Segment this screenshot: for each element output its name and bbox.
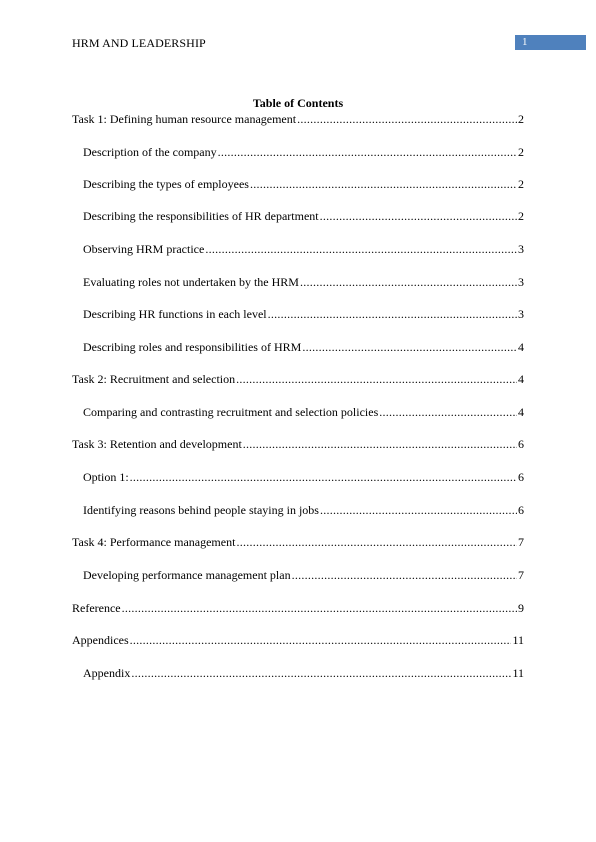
toc-entry-page: 2 (518, 177, 524, 191)
toc-leader (236, 535, 517, 549)
toc-entry-page: 4 (518, 372, 524, 386)
toc-entry[interactable] (72, 633, 524, 647)
toc-entry-label: Describing roles and responsibilities of HRM (83, 340, 302, 354)
toc-entry-label: Observing HRM practice (83, 242, 205, 256)
toc-entry[interactable] (83, 145, 524, 159)
toc-entry-label: Describing the types of employees (83, 177, 249, 191)
toc-entry[interactable] (83, 307, 524, 321)
toc-leader (292, 568, 517, 582)
toc-leader (122, 601, 517, 615)
toc-entry-page: 6 (518, 437, 524, 451)
toc-entry-label: Comparing and contrasting recruitment and selection policies (83, 405, 379, 419)
toc-entry[interactable] (72, 372, 524, 386)
toc-entry-page: 11 (512, 633, 524, 647)
toc-leader (300, 275, 517, 289)
toc-entry[interactable] (83, 666, 524, 680)
toc-entry-label: Description of the company (83, 145, 217, 159)
toc-leader (236, 372, 517, 386)
toc-entry[interactable] (83, 340, 524, 354)
toc-entry[interactable] (72, 601, 524, 615)
toc-entry-page: 9 (518, 601, 524, 615)
toc-leader (297, 112, 517, 126)
toc-entry-label: Appendix (83, 666, 131, 680)
toc-leader (302, 340, 517, 354)
toc-entry-page: 3 (518, 242, 524, 256)
toc-entry[interactable] (83, 275, 524, 289)
toc-entry-label: Describing HR functions in each level (83, 307, 267, 321)
toc-entry-label: Appendices (72, 633, 129, 647)
toc-entry-label: Describing the responsibilities of HR department (83, 209, 319, 223)
toc-leader (250, 177, 517, 191)
toc-leader (218, 145, 517, 159)
toc-entry[interactable] (83, 470, 524, 484)
toc-entry-label: Evaluating roles not undertaken by the HRM (83, 275, 299, 289)
toc-leader (320, 503, 517, 517)
toc-entry-page: 2 (518, 112, 524, 126)
toc-entry-label: Task 3: Retention and development (72, 437, 242, 451)
toc-entry[interactable] (83, 242, 524, 256)
toc-leader (243, 437, 517, 451)
toc-entry-page: 11 (512, 666, 524, 680)
toc-entry[interactable] (83, 177, 524, 191)
toc-entry-page: 7 (518, 535, 524, 549)
toc-entry[interactable] (83, 503, 524, 517)
toc-entry-label: Task 2: Recruitment and selection (72, 372, 236, 386)
toc-entry-page: 7 (518, 568, 524, 582)
toc-entry[interactable] (83, 568, 524, 582)
toc-leader (205, 242, 517, 256)
toc-entry-page: 6 (518, 503, 524, 517)
toc-entry[interactable] (72, 112, 524, 126)
toc-entry-page: 3 (518, 275, 524, 289)
toc-leader (130, 470, 517, 484)
toc-entry-label: Task 1: Defining human resource management (72, 112, 297, 126)
toc-entry-page: 4 (518, 340, 524, 354)
toc-leader (268, 307, 517, 321)
toc-entry-page: 2 (518, 209, 524, 223)
running-header-title: HRM AND LEADERSHIP (72, 36, 206, 50)
toc-leader (379, 405, 517, 419)
toc-leader (130, 633, 512, 647)
toc-entry-label: Reference (72, 601, 121, 615)
toc-entry[interactable] (83, 209, 524, 223)
toc-entry-label: Developing performance management plan (83, 568, 291, 582)
toc-entry-page: 3 (518, 307, 524, 321)
toc-title: Table of Contents (252, 96, 344, 110)
page-number: 1 (522, 36, 528, 48)
toc-entry-page: 4 (518, 405, 524, 419)
toc-leader (320, 209, 517, 223)
toc-leader (131, 666, 511, 680)
toc-entry[interactable] (83, 405, 524, 419)
toc-entry-label: Identifying reasons behind people staying in jobs (83, 503, 319, 517)
toc-entry[interactable] (72, 437, 524, 451)
toc-entry[interactable] (72, 535, 524, 549)
toc-entry-label: Task 4: Performance management (72, 535, 236, 549)
toc-entry-page: 6 (518, 470, 524, 484)
toc-entry-label: Option 1: (83, 470, 129, 484)
toc-entry-page: 2 (518, 145, 524, 159)
